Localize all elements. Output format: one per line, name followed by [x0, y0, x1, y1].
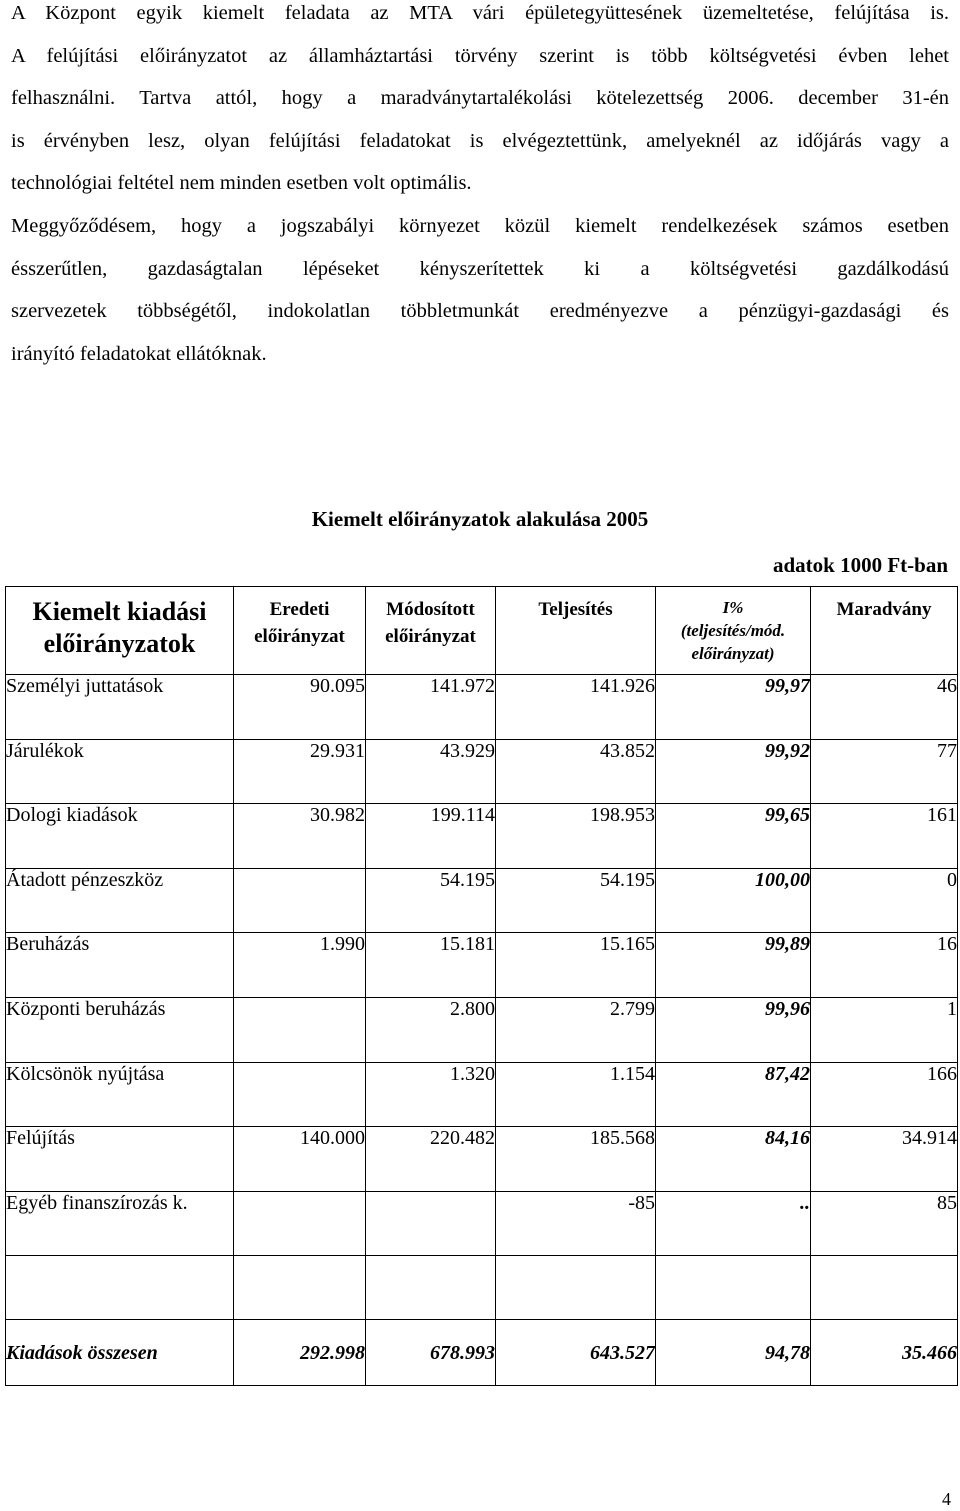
row-modified: 2.800: [366, 997, 496, 1062]
table-header-row: [6, 587, 958, 675]
table-spacer-row: [6, 1256, 958, 1320]
row-modified: 220.482: [366, 1127, 496, 1192]
row-original: [234, 868, 366, 933]
row-name: Kölcsönök nyújtása: [6, 1062, 234, 1127]
row-modified: 141.972: [366, 675, 496, 740]
row-pct: 100,00: [656, 868, 811, 933]
text-line: technológiai feltétel nem minden esetben volt optimális.: [11, 172, 472, 194]
page-number: 4: [942, 1489, 951, 1509]
row-modified: 43.929: [366, 739, 496, 804]
text-line: A felújítási előirányzatot az államháztartási törvény szerint is több költségvetési évben lehet: [11, 44, 949, 67]
row-pct: 99,97: [656, 675, 811, 740]
row-modified: 15.181: [366, 933, 496, 998]
row-modified: 54.195: [366, 868, 496, 933]
text-line: A Központ egyik kiemelt feladata az MTA vári épületegyüttesének üzemeltetése, felújítása is.: [11, 2, 949, 24]
row-name: Felújítás: [6, 1127, 234, 1192]
row-original: 90.095: [234, 675, 366, 740]
row-modified: [366, 1191, 496, 1256]
text-line: Meggyőződésem, hogy a jogszabályi környezet közül kiemelt rendelkezések számos esetben: [11, 215, 949, 237]
table-row: [6, 675, 958, 740]
row-name: Személyi juttatások: [6, 675, 234, 740]
row-original: 1.990: [234, 933, 366, 998]
row-original: 140.000: [234, 1127, 366, 1192]
table-unit-note: adatok 1000 Ft-ban: [772, 553, 948, 577]
row-actual: 185.568: [496, 1127, 656, 1192]
row-actual: 1.154: [496, 1062, 656, 1127]
total-name: Kiadások összesen: [6, 1320, 234, 1386]
row-name: Beruházás: [6, 933, 234, 998]
row-actual: 2.799: [496, 997, 656, 1062]
row-pct: 99,92: [656, 739, 811, 804]
text-line: ésszerűtlen, gazdaságtalan lépéseket kényszerítettek ki a költségvetési gazdálkodású: [11, 257, 949, 280]
table-row: [6, 1062, 958, 1127]
row-name: Járulékok: [6, 739, 234, 804]
text-line: felhasználni. Tartva attól, hogy a maradványtartalékolási kötelezettség 2006. december 31-én: [11, 87, 949, 109]
row-actual: 141.926: [496, 675, 656, 740]
header-original: Eredeti előirányzat: [234, 587, 366, 675]
row-name: Dologi kiadások: [6, 804, 234, 869]
header-modified: Módosított előirányzat: [366, 587, 496, 675]
header-pct-line: I%: [722, 598, 744, 617]
row-original: [234, 1062, 366, 1127]
intro-paragraph: [11, 0, 949, 205]
row-pct: 87,42: [656, 1062, 811, 1127]
total-actual: 643.527: [496, 1320, 656, 1386]
table-row: [6, 997, 958, 1062]
row-modified: 199.114: [366, 804, 496, 869]
header-actual: Teljesítés: [496, 587, 656, 675]
row-pct: 99,65: [656, 804, 811, 869]
row-name: Átadott pénzeszköz: [6, 868, 234, 933]
row-actual: 54.195: [496, 868, 656, 933]
row-remainder: 77: [811, 739, 958, 804]
header-category: Kiemelt kiadási előirányzatok: [6, 587, 234, 675]
header-percentage: [656, 587, 811, 675]
table-row: [6, 739, 958, 804]
row-name: Egyéb finanszírozás k.: [6, 1191, 234, 1256]
header-remainder: Maradvány: [811, 587, 958, 675]
row-remainder: 161: [811, 804, 958, 869]
row-remainder: 46: [811, 675, 958, 740]
row-pct: 99,96: [656, 997, 811, 1062]
text-line: is érvényben lesz, olyan felújítási feladatokat is elvégeztettünk, amelyeknél az időjárás vagy a: [11, 129, 949, 152]
header-pct-line: előirányzat): [691, 644, 775, 663]
row-actual: 43.852: [496, 739, 656, 804]
table-row: [6, 804, 958, 869]
total-original: 292.998: [234, 1320, 366, 1386]
opinion-paragraph: [11, 205, 949, 375]
table-row: [6, 868, 958, 933]
appropriations-table: [5, 586, 958, 1386]
row-pct: 99,89: [656, 933, 811, 998]
table-row: [6, 933, 958, 998]
total-pct: 94,78: [656, 1320, 811, 1386]
row-remainder: 166: [811, 1062, 958, 1127]
total-modified: 678.993: [366, 1320, 496, 1386]
row-original: [234, 1191, 366, 1256]
row-name: Központi beruházás: [6, 997, 234, 1062]
row-actual: 198.953: [496, 804, 656, 869]
row-actual: 15.165: [496, 933, 656, 998]
row-remainder: 85: [811, 1191, 958, 1256]
table-total-row: [6, 1320, 958, 1386]
row-remainder: 1: [811, 997, 958, 1062]
row-modified: 1.320: [366, 1062, 496, 1127]
row-pct: 84,16: [656, 1127, 811, 1192]
table-row: [6, 1127, 958, 1192]
table-title: Kiemelt előirányzatok alakulása 2005: [311, 507, 649, 531]
row-pct: ..: [656, 1191, 811, 1256]
row-original: [234, 997, 366, 1062]
row-remainder: 34.914: [811, 1127, 958, 1192]
row-actual: -85: [496, 1191, 656, 1256]
text-line: irányító feladatokat ellátóknak.: [11, 342, 267, 365]
table-row: [6, 1191, 958, 1256]
header-pct-line: (teljesítés/mód.: [680, 621, 786, 640]
text-line: szervezetek többségétől, indokolatlan többletmunkát eredményezve a pénzügyi-gazdasági és: [11, 300, 949, 322]
row-remainder: 16: [811, 933, 958, 998]
row-original: 29.931: [234, 739, 366, 804]
row-original: 30.982: [234, 804, 366, 869]
total-remainder: 35.466: [811, 1320, 958, 1386]
row-remainder: 0: [811, 868, 958, 933]
